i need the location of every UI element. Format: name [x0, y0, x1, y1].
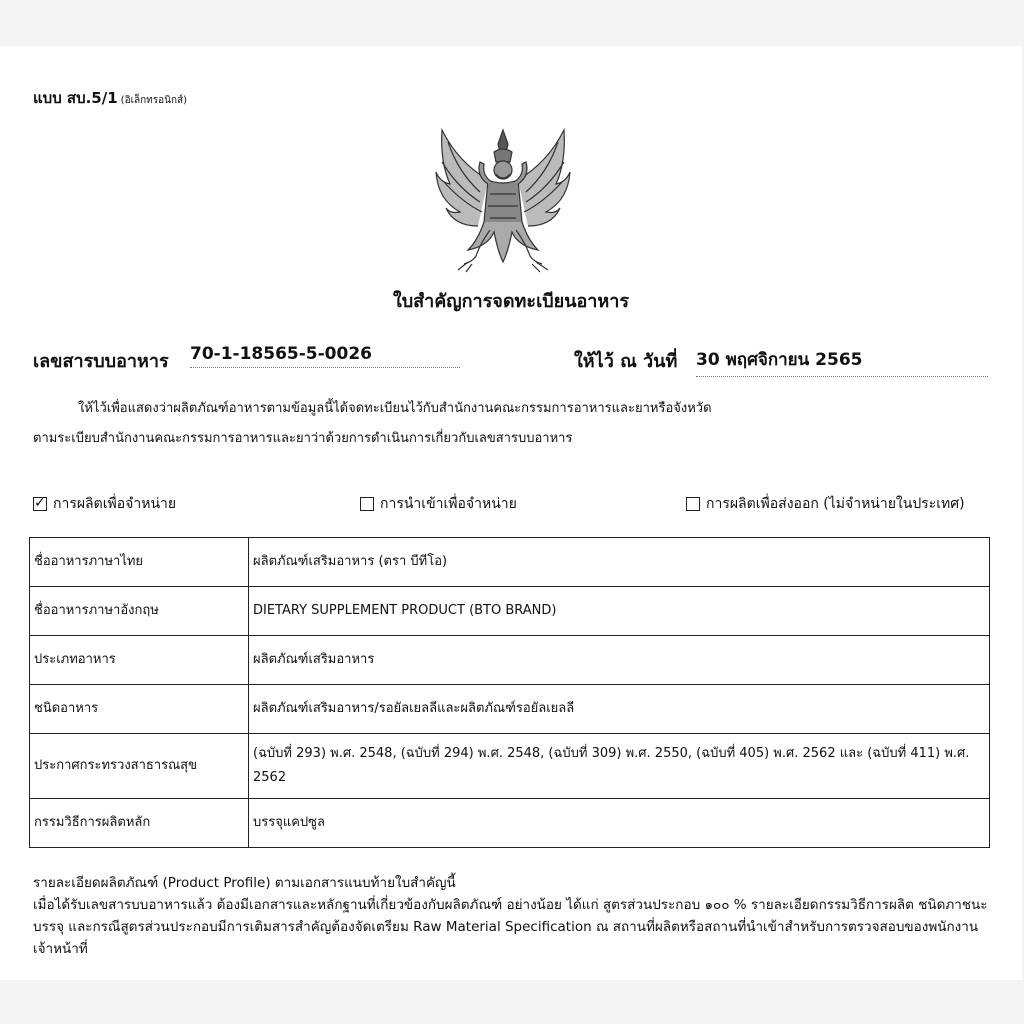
table-row — [30, 685, 990, 734]
note-line-2: เมื่อได้รับเลขสารบบอาหารแล้ว ต้องมีเอกสารและหลักฐานที่เกี่ยวข้องกับผลิตภัณฑ์ อย่างน้อย ได้แก่ สูตรส่วนประกอบ ๑๐๐ % รายละเอียดกรรมวิธีการผลิต ชนิดภาชนะบรรจุ และกรณีสูตรส่วนประกอบมีการเติมสารสำคัญต้องจัดเตรียม Raw Material Specification ณ สถานที่ผลิตหรือสถานที่นำเข้าสำหรับการตรวจสอบของพนักงานเจ้าหน้าที่ — [33, 897, 988, 957]
row-key: ประกาศกระทรวงสาธารณสุข — [30, 734, 249, 799]
row-key: ชื่ออาหารภาษาอังกฤษ — [30, 587, 249, 636]
row-value: ผลิตภัณฑ์เสริมอาหาร/รอยัลเยลลีและผลิตภัณฑ์รอยัลเยลลี — [249, 685, 990, 734]
option-label: การนำเข้าเพื่อจำหน่าย — [380, 496, 517, 512]
table-row — [30, 587, 990, 636]
table-row — [30, 734, 990, 799]
table-row — [30, 636, 990, 685]
checkbox-empty-icon — [686, 497, 700, 511]
table-row — [30, 799, 990, 848]
option-import-for-sale — [360, 493, 517, 515]
form-code — [33, 86, 187, 110]
garuda-emblem-icon — [428, 122, 578, 274]
checkbox-checked-icon: ✓ — [34, 495, 46, 511]
option-label: การผลิตเพื่อส่งออก (ไม่จำหน่ายในประเทศ) — [706, 496, 965, 512]
row-value: ผลิตภัณฑ์เสริมอาหาร — [249, 636, 990, 685]
issue-date-label: ให้ไว้ ณ วันที่ — [574, 351, 678, 372]
intro-line-2: ตามระเบียบสำนักงานคณะกรรมการอาหารและยาว่าด้วยการดำเนินการเกี่ยวกับเลขสารบบอาหาร — [33, 431, 573, 446]
option-production-for-sale — [33, 493, 176, 515]
document-title: ใบสำคัญการจดทะเบียนอาหาร — [392, 291, 630, 312]
form-code-label: แบบ สบ.5/1 — [33, 89, 118, 107]
row-key: ชื่ออาหารภาษาไทย — [30, 538, 249, 587]
row-key: ประเภทอาหาร — [30, 636, 249, 685]
checkbox-empty-icon — [360, 497, 374, 511]
row-value: DIETARY SUPPLEMENT PRODUCT (BTO BRAND) — [249, 587, 990, 636]
certificate-page — [0, 46, 1022, 980]
row-value: (ฉบับที่ 293) พ.ศ. 2548, (ฉบับที่ 294) พ.ศ. 2548, (ฉบับที่ 309) พ.ศ. 2550, (ฉบับที่ 405) พ.ศ. 2562 และ (ฉบับที่ 411) พ.ศ. 2562 — [249, 734, 990, 799]
row-key: กรรมวิธีการผลิตหลัก — [30, 799, 249, 848]
form-code-note: (อิเล็กทรอนิกส์) — [120, 95, 188, 106]
notes-section — [33, 872, 993, 960]
row-value: ผลิตภัณฑ์เสริมอาหาร (ตรา บีทีโอ) — [249, 538, 990, 587]
registration-number: 70-1-18565-5-0026 — [190, 344, 460, 368]
intro-line-1: ให้ไว้เพื่อแสดงว่าผลิตภัณฑ์อาหารตามข้อมูลนี้ได้จดทะเบียนไว้กับสำนักงานคณะกรรมการอาหารและยาหรือจังหวัด — [78, 401, 712, 416]
row-key: ชนิดอาหาร — [30, 685, 249, 734]
product-info-table — [29, 537, 990, 848]
option-label: การผลิตเพื่อจำหน่าย — [53, 496, 177, 512]
option-production-for-export — [686, 493, 965, 515]
note-line-1: รายละเอียดผลิตภัณฑ์ (Product Profile) ตามเอกสารแนบท้ายใบสำคัญนี้ — [33, 875, 456, 891]
row-value: บรรจุแคปซูล — [249, 799, 990, 848]
registration-label: เลขสารบบอาหาร — [33, 351, 169, 372]
table-row — [30, 538, 990, 587]
issue-date-value: 30 พฤศจิกายน 2565 — [696, 346, 988, 377]
